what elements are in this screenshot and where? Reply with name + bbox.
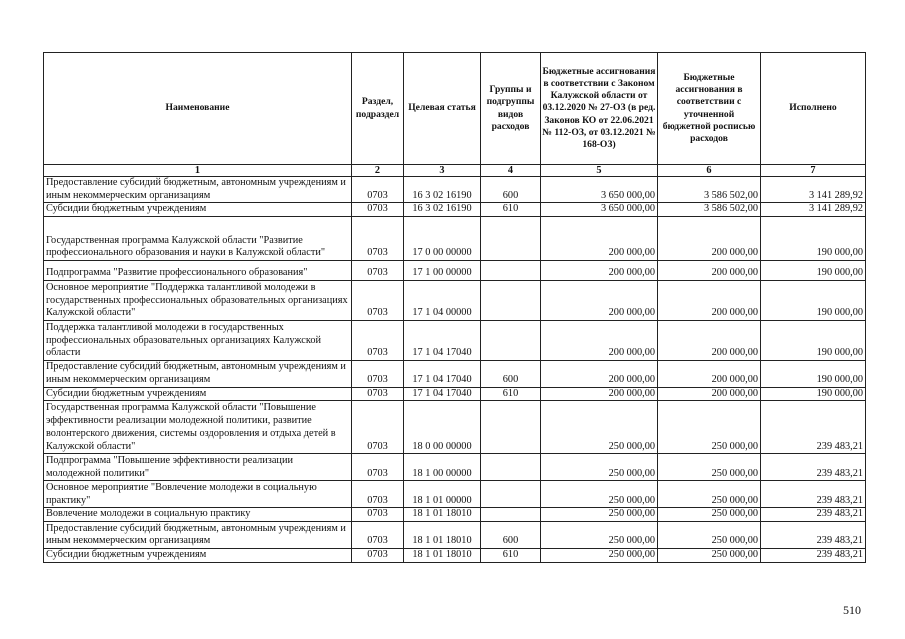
row-roster-allocation: 200 000,00 bbox=[658, 281, 761, 321]
row-expense-group: 600 bbox=[481, 361, 541, 387]
column-number: 6 bbox=[658, 165, 761, 177]
row-target-article: 18 1 00 00000 bbox=[404, 454, 481, 481]
row-law-allocation: 250 000,00 bbox=[541, 548, 658, 562]
column-number: 3 bbox=[404, 165, 481, 177]
row-section: 0703 bbox=[352, 508, 404, 522]
row-law-allocation: 250 000,00 bbox=[541, 481, 658, 508]
row-name: Субсидии бюджетным учреждениям bbox=[44, 203, 352, 217]
row-name: Государственная программа Калужской области "Развитие профессионального образования и науки в Калужской области" bbox=[44, 217, 352, 261]
row-name: Предоставление субсидий бюджетным, автономным учреждениям и иным некоммерческим организациям bbox=[44, 177, 352, 203]
row-section: 0703 bbox=[352, 361, 404, 387]
column-number: 2 bbox=[352, 165, 404, 177]
row-name: Подпрограмма "Развитие профессионального образования" bbox=[44, 261, 352, 281]
row-name: Основное мероприятие "Вовлечение молодежи в социальную практику" bbox=[44, 481, 352, 508]
row-law-allocation: 200 000,00 bbox=[541, 321, 658, 361]
table-body bbox=[44, 177, 866, 563]
header-law-allocations: Бюджетные ассигнования в соответствии с Законом Калужской области от 03.12.2020 № 27-ОЗ (в ред. Законов КО от 22.06.2021 № 112-ОЗ, от 03.12.2021 № 168-ОЗ) bbox=[541, 53, 658, 165]
row-executed: 190 000,00 bbox=[761, 261, 866, 281]
header-executed: Исполнено bbox=[761, 53, 866, 165]
table-row bbox=[44, 401, 866, 454]
table-row bbox=[44, 454, 866, 481]
row-expense-group: 610 bbox=[481, 203, 541, 217]
row-section: 0703 bbox=[352, 177, 404, 203]
row-section: 0703 bbox=[352, 281, 404, 321]
row-expense-group bbox=[481, 454, 541, 481]
row-roster-allocation: 200 000,00 bbox=[658, 361, 761, 387]
row-target-article: 18 0 00 00000 bbox=[404, 401, 481, 454]
row-section: 0703 bbox=[352, 521, 404, 548]
row-executed: 190 000,00 bbox=[761, 281, 866, 321]
row-executed: 190 000,00 bbox=[761, 217, 866, 261]
row-executed: 239 483,21 bbox=[761, 521, 866, 548]
row-name: Поддержка талантливой молодежи в государственных профессиональных образовательных организациях Калужской области bbox=[44, 321, 352, 361]
row-section: 0703 bbox=[352, 401, 404, 454]
header-target-article: Целевая статья bbox=[404, 53, 481, 165]
row-name: Субсидии бюджетным учреждениям bbox=[44, 548, 352, 562]
table-row bbox=[44, 548, 866, 562]
row-law-allocation: 250 000,00 bbox=[541, 401, 658, 454]
row-name: Основное мероприятие "Поддержка талантливой молодежи в государственных профессиональных образовательных организациях Калужской области" bbox=[44, 281, 352, 321]
row-law-allocation: 250 000,00 bbox=[541, 454, 658, 481]
row-executed: 239 483,21 bbox=[761, 548, 866, 562]
table-row bbox=[44, 217, 866, 261]
header-section: Раздел, подраздел bbox=[352, 53, 404, 165]
table-row bbox=[44, 177, 866, 203]
row-executed: 239 483,21 bbox=[761, 401, 866, 454]
row-expense-group bbox=[481, 217, 541, 261]
header-expense-group: Группы и подгруппы видов расходов bbox=[481, 53, 541, 165]
row-expense-group: 610 bbox=[481, 387, 541, 401]
row-law-allocation: 200 000,00 bbox=[541, 217, 658, 261]
row-law-allocation: 250 000,00 bbox=[541, 508, 658, 522]
row-law-allocation: 250 000,00 bbox=[541, 521, 658, 548]
row-roster-allocation: 250 000,00 bbox=[658, 481, 761, 508]
row-section: 0703 bbox=[352, 217, 404, 261]
row-expense-group: 600 bbox=[481, 177, 541, 203]
header-row bbox=[44, 53, 866, 165]
row-expense-group: 610 bbox=[481, 548, 541, 562]
row-target-article: 17 0 00 00000 bbox=[404, 217, 481, 261]
row-name: Предоставление субсидий бюджетным, автономным учреждениям и иным некоммерческим организациям bbox=[44, 361, 352, 387]
column-number-row bbox=[44, 165, 866, 177]
row-target-article: 17 1 00 00000 bbox=[404, 261, 481, 281]
table-row bbox=[44, 261, 866, 281]
row-target-article: 16 3 02 16190 bbox=[404, 177, 481, 203]
column-number: 1 bbox=[44, 165, 352, 177]
row-roster-allocation: 200 000,00 bbox=[658, 321, 761, 361]
row-executed: 3 141 289,92 bbox=[761, 203, 866, 217]
table-row bbox=[44, 481, 866, 508]
row-target-article: 18 1 01 18010 bbox=[404, 548, 481, 562]
row-expense-group bbox=[481, 261, 541, 281]
row-executed: 190 000,00 bbox=[761, 321, 866, 361]
row-expense-group bbox=[481, 508, 541, 522]
row-roster-allocation: 200 000,00 bbox=[658, 387, 761, 401]
budget-execution-table bbox=[43, 52, 866, 563]
table-row bbox=[44, 521, 866, 548]
row-executed: 239 483,21 bbox=[761, 508, 866, 522]
row-name: Подпрограмма "Повышение эффективности реализации молодежной политики" bbox=[44, 454, 352, 481]
row-law-allocation: 3 650 000,00 bbox=[541, 203, 658, 217]
row-law-allocation: 200 000,00 bbox=[541, 361, 658, 387]
row-target-article: 17 1 04 17040 bbox=[404, 361, 481, 387]
row-section: 0703 bbox=[352, 454, 404, 481]
header-roster-allocations: Бюджетные ассигнования в соответствии с уточненной бюджетной росписью расходов bbox=[658, 53, 761, 165]
row-target-article: 18 1 01 00000 bbox=[404, 481, 481, 508]
row-section: 0703 bbox=[352, 321, 404, 361]
row-target-article: 18 1 01 18010 bbox=[404, 521, 481, 548]
row-roster-allocation: 250 000,00 bbox=[658, 548, 761, 562]
row-roster-allocation: 250 000,00 bbox=[658, 454, 761, 481]
row-roster-allocation: 250 000,00 bbox=[658, 521, 761, 548]
table-row bbox=[44, 321, 866, 361]
row-executed: 3 141 289,92 bbox=[761, 177, 866, 203]
row-executed: 239 483,21 bbox=[761, 481, 866, 508]
row-roster-allocation: 200 000,00 bbox=[658, 217, 761, 261]
row-law-allocation: 3 650 000,00 bbox=[541, 177, 658, 203]
row-target-article: 17 1 04 17040 bbox=[404, 387, 481, 401]
column-number: 7 bbox=[761, 165, 866, 177]
row-roster-allocation: 250 000,00 bbox=[658, 508, 761, 522]
row-section: 0703 bbox=[352, 387, 404, 401]
row-roster-allocation: 3 586 502,00 bbox=[658, 203, 761, 217]
row-roster-allocation: 250 000,00 bbox=[658, 401, 761, 454]
row-name: Вовлечение молодежи в социальную практику bbox=[44, 508, 352, 522]
row-target-article: 17 1 04 00000 bbox=[404, 281, 481, 321]
row-expense-group bbox=[481, 401, 541, 454]
row-target-article: 17 1 04 17040 bbox=[404, 321, 481, 361]
row-target-article: 16 3 02 16190 bbox=[404, 203, 481, 217]
row-roster-allocation: 200 000,00 bbox=[658, 261, 761, 281]
row-section: 0703 bbox=[352, 261, 404, 281]
row-executed: 190 000,00 bbox=[761, 361, 866, 387]
table-row bbox=[44, 281, 866, 321]
column-number: 5 bbox=[541, 165, 658, 177]
row-name: Государственная программа Калужской области "Повышение эффективности реализации молодежной политики, развитие волонтерского движения, системы оздоровления и отдыха детей в Калужской области" bbox=[44, 401, 352, 454]
row-law-allocation: 200 000,00 bbox=[541, 281, 658, 321]
column-number: 4 bbox=[481, 165, 541, 177]
row-expense-group: 600 bbox=[481, 521, 541, 548]
row-expense-group bbox=[481, 281, 541, 321]
row-executed: 190 000,00 bbox=[761, 387, 866, 401]
row-roster-allocation: 3 586 502,00 bbox=[658, 177, 761, 203]
row-name: Предоставление субсидий бюджетным, автономным учреждениям и иным некоммерческим организациям bbox=[44, 521, 352, 548]
row-section: 0703 bbox=[352, 203, 404, 217]
row-law-allocation: 200 000,00 bbox=[541, 261, 658, 281]
table-row bbox=[44, 508, 866, 522]
row-expense-group bbox=[481, 321, 541, 361]
row-name: Субсидии бюджетным учреждениям bbox=[44, 387, 352, 401]
row-section: 0703 bbox=[352, 548, 404, 562]
table-row bbox=[44, 361, 866, 387]
row-executed: 239 483,21 bbox=[761, 454, 866, 481]
row-expense-group bbox=[481, 481, 541, 508]
header-name: Наименование bbox=[44, 53, 352, 165]
row-law-allocation: 200 000,00 bbox=[541, 387, 658, 401]
row-target-article: 18 1 01 18010 bbox=[404, 508, 481, 522]
table-row bbox=[44, 203, 866, 217]
page-number: 510 bbox=[843, 603, 861, 617]
table-row bbox=[44, 387, 866, 401]
row-section: 0703 bbox=[352, 481, 404, 508]
